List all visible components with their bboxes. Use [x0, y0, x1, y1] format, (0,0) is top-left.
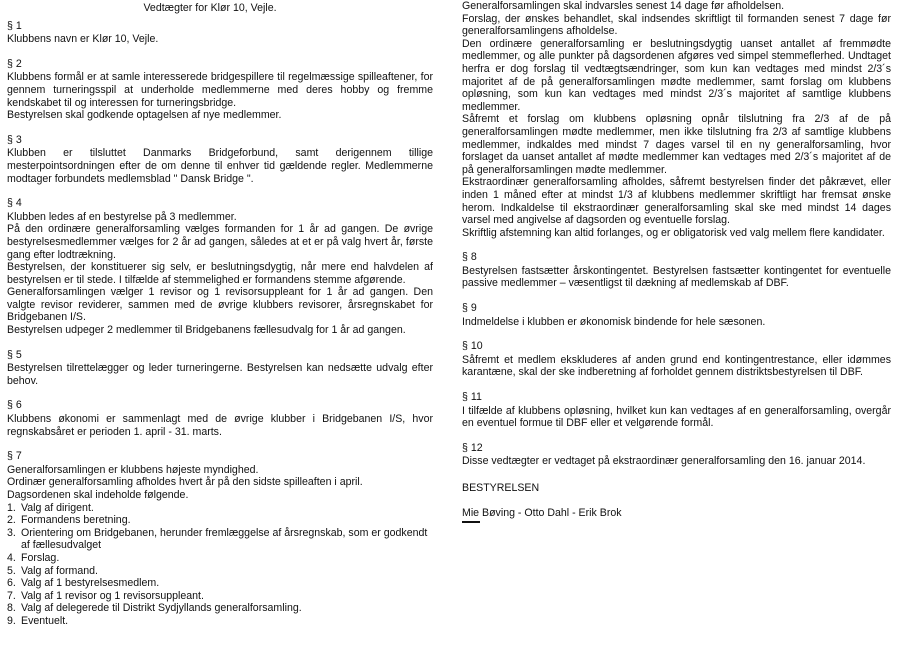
paragraph: I tilfælde af klubbens opløsning, hvilket kun kan vedtages af en generalforsamling, overgår en eventuel formue til DBF eller et velgørende formål.	[462, 404, 891, 430]
section-3	[7, 134, 433, 185]
paragraph: Bestyrelsen skal godkende optagelsen af nye medlemmer.	[7, 109, 282, 122]
list-number: 7.	[7, 589, 16, 602]
list-item-text: Forslag.	[21, 551, 60, 564]
paragraph: På den ordinære generalforsamling vælges formanden for 1 år ad gangen. De øvrige bestyrelsesmedlemmer vælges for 2 år ad gangen, således at et er på valg hvert år, første gang efter lodtrækning.	[7, 223, 433, 261]
list-item-text: Eventuelt.	[21, 614, 69, 627]
list-number: 5.	[7, 564, 16, 577]
paragraph: Generalforsamlingen skal indvarsles senest 14 dage før afholdelsen.	[462, 0, 785, 12]
section-7-continued	[462, 0, 891, 239]
section-heading: § 11	[462, 391, 482, 404]
section-heading: § 7	[7, 450, 22, 463]
section-1	[7, 20, 433, 46]
list-number: 2.	[7, 514, 16, 527]
paragraph: Indmeldelse i klubben er økonomisk bindende for hele sæsonen.	[462, 315, 766, 328]
section-heading: § 3	[7, 133, 22, 146]
paragraph: Bestyrelsen, der konstituerer sig selv, er beslutningsdygtig, når mere end halvdelen af bestyrelsen er til stede. I tilfælde af stemmelighed er formandens stemme afgørende.	[7, 261, 433, 286]
list-number: 9.	[7, 614, 16, 627]
section-heading: § 6	[7, 399, 22, 412]
list-item-text: Valg af delegerede til Distrikt Sydjyllands generalforsamling.	[21, 602, 302, 615]
section-9	[462, 302, 891, 328]
board-member-names: Mie Bøving - Otto Dahl - Erik Brok	[462, 506, 622, 519]
list-number: 4.	[7, 551, 16, 564]
section-heading: § 8	[462, 251, 477, 264]
section-heading: § 10	[462, 340, 483, 353]
right-column	[455, 0, 899, 523]
list-item	[7, 552, 433, 565]
section-heading: § 12	[462, 441, 483, 454]
section-5	[7, 349, 433, 388]
section-11	[462, 391, 891, 430]
list-item	[7, 514, 433, 527]
section-heading: § 2	[7, 57, 22, 70]
list-item	[7, 527, 433, 552]
section-6	[7, 399, 433, 438]
section-12	[462, 442, 891, 468]
signature-block	[462, 482, 891, 523]
paragraph: Generalforsamlingen vælger 1 revisor og 1 revisorsuppleant for 1 år ad gangen. Den valgte revisor reviderer, sammen med de øvrige klubbers revisorer, årsregnskabet for Bridgebanen I/S.	[7, 286, 433, 324]
paragraph: Bestyrelsen udpeger 2 medlemmer til Bridgebanens fællesudvalg for 1 år ad gangen.	[7, 324, 406, 337]
list-item	[7, 577, 433, 590]
signature-underline	[462, 521, 480, 523]
paragraph: Skriftlig afstemning kan altid forlanges, og er obligatorisk ved valg mellem flere kandidater.	[462, 226, 885, 239]
section-heading: § 5	[7, 348, 22, 361]
document-title: Vedtægter for Klør 10, Vejle.	[143, 2, 277, 14]
paragraph: Bestyrelsen fastsætter årskontingentet. Bestyrelsen fastsætter kontingentet for eventuelle passive medlemmer – væsentligst til dækning af medlemskab af DBF.	[462, 264, 891, 290]
list-item-text: Valg af 1 bestyrelsesmedlem.	[21, 577, 160, 590]
paragraph: Klubben er tilsluttet Danmarks Bridgeforbund, samt derigennem tillige mesterpointsordningen efter de om denne til enhver tid gældende regler. Medlemmerne modtager forbundets medlemsblad " Dansk Bridge ".	[7, 147, 433, 185]
list-item	[7, 615, 433, 628]
list-number: 1.	[7, 501, 16, 514]
paragraph: Den ordinære generalforsamling er beslutningsdygtig uanset antallet af fremmødte medlemmer, og alle punkter på dagsordenen afgøres ved simpel stemmeflerhed. Undtaget herfra er dog forslag til vedtægtsændringer, som kun kan vedtages med mindst 2/3´s majoritet af de på generalforsamlingen mødte medlemmer, samt forslag om klubbens opløsning, som kun kan vedtages med mindst 2/3´s majoritet af samtlige klubbens medlemmer.	[462, 37, 891, 113]
list-item-text: Orientering om Bridgebanen, herunder fremlæggelse af årsregnskab, som er godkendt af fællesudvalget	[21, 526, 428, 552]
paragraph: Bestyrelsen tilrettelægger og leder turneringerne. Bestyrelsen kan nedsætte udvalg efter behov.	[7, 362, 433, 387]
section-4	[7, 197, 433, 337]
section-heading: § 4	[7, 197, 22, 210]
section-heading: § 1	[7, 19, 22, 32]
list-item	[7, 502, 433, 515]
board-title: BESTYRELSEN	[462, 482, 540, 494]
paragraph: Klubbens økonomi er sammenlagt med de øvrige klubber i Bridgebanen I/S, hvor regnskabsåret er perioden 1. april - 31. marts.	[7, 413, 433, 438]
list-number: 8.	[7, 602, 16, 615]
paragraph: Disse vedtægter er vedtaget på ekstraordinær generalforsamling den 16. januar 2014.	[462, 455, 866, 468]
paragraph: Klubben ledes af en bestyrelse på 3 medlemmer.	[7, 210, 237, 223]
paragraph: Forslag, der ønskes behandlet, skal indsendes skriftligt til formanden senest 7 dage før generalforsamlingens afholdelse.	[462, 12, 891, 38]
paragraph: Såfremt et medlem ekskluderes af anden grund end kontingentrestance, eller idømmes karantæne, skal der ske indberetning af forholdet gennem distriktsbestyrelsen til DBF.	[462, 353, 891, 379]
list-number: 6.	[7, 577, 16, 590]
list-item-text: Valg af 1 revisor og 1 revisorsuppleant.	[21, 589, 204, 602]
section-10	[462, 340, 891, 379]
section-heading: § 9	[462, 302, 477, 315]
paragraph: Klubbens navn er Klør 10, Vejle.	[7, 33, 159, 46]
paragraph: Ordinær generalforsamling afholdes hvert år på den sidste spilleaften i april.	[7, 476, 363, 489]
paragraph: Såfremt et forslag om klubbens opløsning opnår tilslutning fra 2/3 af de på generalforsamlingen mødte medlemmer, men ikke tilslutning fra 2/3 af samtlige klubbens medlemmer, indkaldes med mindst 7 dages varsel til en ny generalforsamling, hvor forslaget da uanset antallet af mødte medlemmer kan vedtages med 2/3´s majoritet af de på generalforsamlingen mødte medlemmer.	[462, 113, 891, 176]
list-item-text: Formandens beretning.	[21, 514, 131, 527]
list-item-text: Valg af dirigent.	[21, 501, 94, 514]
list-item-text: Valg af formand.	[21, 564, 98, 577]
section-8	[462, 251, 891, 290]
list-item	[7, 590, 433, 603]
agenda-list	[7, 502, 433, 628]
section-7	[7, 450, 433, 627]
paragraph: Generalforsamlingen er klubbens højeste myndighed.	[7, 463, 259, 476]
list-item	[7, 565, 433, 578]
list-item	[7, 602, 433, 615]
left-column	[0, 0, 445, 628]
paragraph: Dagsordenen skal indeholde følgende.	[7, 489, 189, 501]
section-2	[7, 58, 433, 122]
paragraph: Klubbens formål er at samle interesserede bridgespillere til regelmæssige spilleaftener, for gennem turneringsspil at underholde medlemmerne med deres hobby og fremme kendskabet til og interessen for turneringsbridge.	[7, 71, 433, 109]
list-number: 3.	[7, 526, 16, 539]
paragraph: Ekstraordinær generalforsamling afholdes, såfremt bestyrelsen finder det påkrævet, eller inden 1 måned efter at mindst 1/3 af klubbens medlemmer skriftligt har fremsat ønske herom. Indkaldelse til ekstraordinær generalforsamling skal ske med mindst 14 dages varsel med angivelse af dagsorden og eventuelle forslag.	[462, 176, 891, 227]
